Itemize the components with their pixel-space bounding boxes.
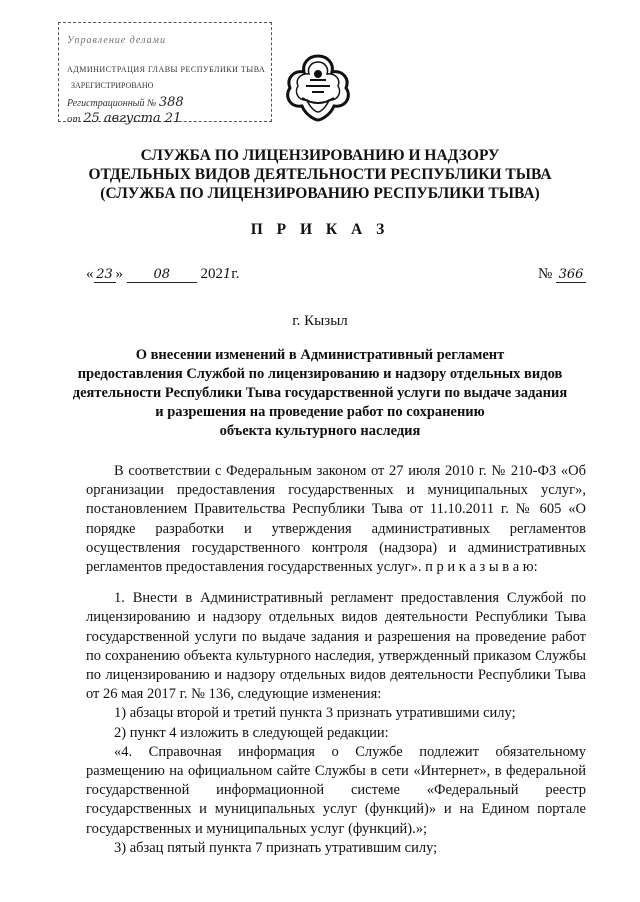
item-1-paragraph: 1. Внести в Административный регламент предоставления Службой по лицензированию и надзору отдельных видов деятельности Республики Тыва государственной услуги по выдаче задания и разрешения на проведение работ по сохранению объекта культурного наследия, утвержденный приказом Службы по лицензированию и надзору отдельных видов деятельности Республики Тыва от 26 мая 2017 г. № 136, следующие изменения: xyxy=(86,590,586,703)
preamble-paragraph: В соответствии с Федеральным законом от 27 июля 2010 г. № 210-ФЗ «Об организации предоставления государственных и муниципальных услуг», постановлением Правительства Республики Тыва от 11.10.2011 г. № 605 «О порядке разработки и утверждения административных регламентов осуществления государственного контроля (надзора) и административных регламентов предоставления государственных услуг». п р и к а з ы в а ю: xyxy=(86,463,586,576)
order-year-unit: г. xyxy=(231,266,240,282)
stamp-date-prefix: от xyxy=(67,113,81,125)
order-body xyxy=(86,462,586,858)
stamp-date-value: 25 августа 21 xyxy=(83,111,182,126)
city: г. Кызыл xyxy=(292,313,348,329)
quoted-item-4: «4. Справочная информация о Службе подлежит обязательному размещению на официальном сайте Службы в сети «Интернет», в федеральной государственной информационной системе «Федеральный реестр государственных и муниципальных услуг (функций)» и на Едином портале государственных и муниципальных услуг (функций).»; xyxy=(86,743,586,837)
order-year-prefix: 202 xyxy=(200,266,223,282)
stamp-line-3: ЗАРЕГИСТРИРОВАНО xyxy=(71,81,154,90)
sub-item-1: 1) абзацы второй и третий пункта 3 признать утратившими силу; xyxy=(114,705,516,722)
title-line: СЛУЖБА ПО ЛИЦЕНЗИРОВАНИЮ И НАДЗОРУ xyxy=(140,147,500,164)
date-quote-close: » xyxy=(115,266,123,282)
subject-line: О внесении изменений в Административный регламент xyxy=(135,347,505,363)
order-number xyxy=(538,266,586,283)
stamp-reg-number: 388 xyxy=(158,95,184,110)
service-title xyxy=(40,146,600,203)
subject-line: деятельности Республики Тыва государственной услуги по выдаче задания xyxy=(72,385,568,401)
subject-line: предоставления Службой по лицензированию и надзору отдельных видов xyxy=(77,366,563,382)
stamp-line-1: Управление делами xyxy=(67,35,166,46)
registration-stamp xyxy=(58,22,272,126)
order-subject xyxy=(70,346,570,441)
subject-line: и разрешения на проведение работ по сохранению xyxy=(155,404,485,420)
stamp-date-line xyxy=(67,111,181,126)
sub-item-2: 2) пункт 4 изложить в следующей редакции: xyxy=(114,724,389,741)
stamp-reg-label: Регистрационный № xyxy=(67,98,157,109)
tuva-emblem-icon xyxy=(280,50,356,126)
subject-line: объекта культурного наследия xyxy=(219,423,421,439)
date-quote-open: « xyxy=(86,266,94,282)
sub-item-3: 3) абзац пятый пункта 7 признать утратившим силу; xyxy=(114,839,438,856)
title-line: ОТДЕЛЬНЫХ ВИДОВ ДЕЯТЕЛЬНОСТИ РЕСПУБЛИКИ ТЫВА xyxy=(88,166,552,183)
order-heading: П Р И К А З xyxy=(250,221,390,238)
title-line: (СЛУЖБА ПО ЛИЦЕНЗИРОВАНИЮ РЕСПУБЛИКИ ТЫВА) xyxy=(100,185,540,202)
order-day: 23 xyxy=(94,267,116,283)
order-date xyxy=(86,266,240,283)
stamp-reg-line xyxy=(67,95,184,110)
order-number-label: № xyxy=(537,266,553,282)
order-year-suffix: 1 xyxy=(223,267,232,282)
stamp-line-2: АДМИНИСТРАЦИЯ ГЛАВЫ РЕСПУБЛИКИ ТЫВА xyxy=(67,65,266,74)
order-month: 08 xyxy=(127,267,197,283)
order-number-value: 366 xyxy=(556,267,586,283)
